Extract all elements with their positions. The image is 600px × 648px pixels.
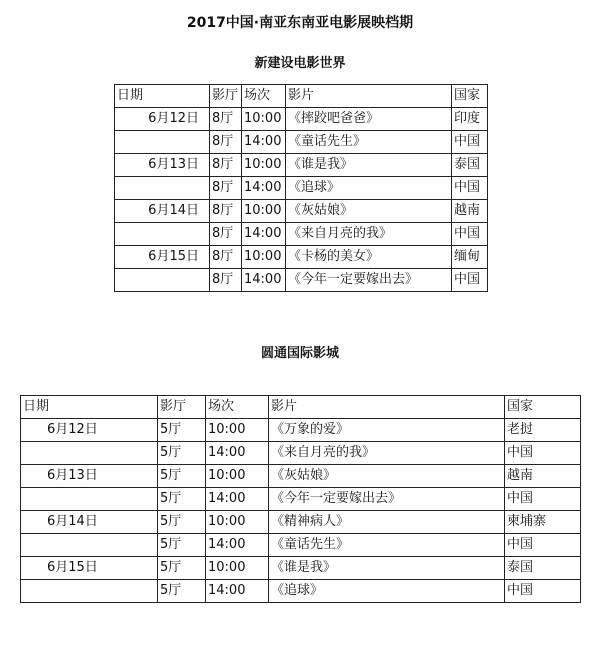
cell-date <box>115 177 210 200</box>
cell-country: 中国 <box>505 488 581 511</box>
cell-film: 《谁是我》 <box>269 557 505 580</box>
cell-hall: 8厅 <box>210 200 242 223</box>
cell-film: 《来自月亮的我》 <box>269 442 505 465</box>
cell-hall: 5厅 <box>158 534 206 557</box>
cell-film: 《万象的爱》 <box>269 419 505 442</box>
cell-hall: 8厅 <box>210 108 242 131</box>
cell-film: 《童话先生》 <box>286 131 452 154</box>
table-header-row <box>115 85 488 108</box>
cell-hall: 5厅 <box>158 419 206 442</box>
header-film: 影片 <box>286 85 452 108</box>
cell-hall: 8厅 <box>210 154 242 177</box>
cell-country: 中国 <box>452 177 488 200</box>
table-header-row <box>21 396 581 419</box>
cell-hall: 5厅 <box>158 511 206 534</box>
cell-country: 缅甸 <box>452 246 488 269</box>
cell-time: 10:00 <box>242 200 286 223</box>
cell-film: 《追球》 <box>286 177 452 200</box>
header-date: 日期 <box>115 85 210 108</box>
cell-date <box>21 534 158 557</box>
cell-film: 《摔跤吧爸爸》 <box>286 108 452 131</box>
cell-time: 10:00 <box>206 419 269 442</box>
header-hall: 影厅 <box>158 396 206 419</box>
table-row <box>115 177 488 200</box>
cell-country: 中国 <box>505 534 581 557</box>
cell-time: 14:00 <box>206 442 269 465</box>
cell-time: 14:00 <box>242 177 286 200</box>
table-row <box>21 488 581 511</box>
cell-country: 越南 <box>505 465 581 488</box>
cell-country: 中国 <box>505 580 581 603</box>
cell-date: 6月15日 <box>115 246 210 269</box>
cell-hall: 5厅 <box>158 580 206 603</box>
table-row <box>21 419 581 442</box>
cell-film: 《谁是我》 <box>286 154 452 177</box>
table-row <box>21 534 581 557</box>
cell-time: 14:00 <box>242 223 286 246</box>
table-row <box>21 511 581 534</box>
cell-hall: 5厅 <box>158 465 206 488</box>
cell-date <box>115 223 210 246</box>
table-row <box>115 108 488 131</box>
cell-country: 老挝 <box>505 419 581 442</box>
cell-date: 6月13日 <box>21 465 158 488</box>
table-row <box>115 200 488 223</box>
cell-hall: 8厅 <box>210 246 242 269</box>
cell-time: 10:00 <box>206 511 269 534</box>
header-time: 场次 <box>206 396 269 419</box>
table-row <box>21 580 581 603</box>
cell-country: 中国 <box>452 131 488 154</box>
cell-time: 10:00 <box>242 246 286 269</box>
cell-time: 10:00 <box>242 108 286 131</box>
header-country: 国家 <box>452 85 488 108</box>
cell-hall: 8厅 <box>210 223 242 246</box>
header-time: 场次 <box>242 85 286 108</box>
cell-hall: 5厅 <box>158 557 206 580</box>
cell-country: 中国 <box>452 223 488 246</box>
cell-film: 《童话先生》 <box>269 534 505 557</box>
cell-time: 10:00 <box>206 557 269 580</box>
cell-date <box>115 131 210 154</box>
table-row <box>115 154 488 177</box>
header-film: 影片 <box>269 396 505 419</box>
cell-date: 6月12日 <box>21 419 158 442</box>
page-title: 2017中国·南亚东南亚电影展映档期 <box>186 15 414 31</box>
cell-date: 6月12日 <box>115 108 210 131</box>
cell-date <box>21 442 158 465</box>
cell-country: 泰国 <box>505 557 581 580</box>
table-row <box>115 223 488 246</box>
cell-country: 印度 <box>452 108 488 131</box>
cell-date: 6月13日 <box>115 154 210 177</box>
cell-date: 6月14日 <box>21 511 158 534</box>
cell-film: 《来自月亮的我》 <box>286 223 452 246</box>
venue-title-2: 圆通国际影城 <box>260 346 339 361</box>
cell-film: 《灰姑娘》 <box>269 465 505 488</box>
cell-date: 6月14日 <box>115 200 210 223</box>
cell-date <box>21 488 158 511</box>
header-country: 国家 <box>505 396 581 419</box>
venue-1-schedule-table <box>114 84 488 292</box>
cell-country: 中国 <box>452 269 488 292</box>
cell-film: 《灰姑娘》 <box>286 200 452 223</box>
cell-time: 10:00 <box>206 465 269 488</box>
cell-country: 越南 <box>452 200 488 223</box>
cell-time: 14:00 <box>206 580 269 603</box>
cell-hall: 5厅 <box>158 488 206 511</box>
cell-country: 泰国 <box>452 154 488 177</box>
table-row <box>115 131 488 154</box>
cell-film: 《精神病人》 <box>269 511 505 534</box>
table-row <box>21 557 581 580</box>
table-row <box>21 465 581 488</box>
table-row <box>115 269 488 292</box>
cell-time: 14:00 <box>242 131 286 154</box>
cell-film: 《追球》 <box>269 580 505 603</box>
cell-country: 中国 <box>505 442 581 465</box>
cell-hall: 8厅 <box>210 177 242 200</box>
cell-film: 《今年一定要嫁出去》 <box>286 269 452 292</box>
cell-hall: 5厅 <box>158 442 206 465</box>
cell-time: 14:00 <box>242 269 286 292</box>
cell-country: 柬埔寨 <box>505 511 581 534</box>
header-hall: 影厅 <box>210 85 242 108</box>
cell-time: 14:00 <box>206 488 269 511</box>
cell-date: 6月15日 <box>21 557 158 580</box>
cell-hall: 8厅 <box>210 131 242 154</box>
cell-date <box>115 269 210 292</box>
cell-time: 14:00 <box>206 534 269 557</box>
header-date: 日期 <box>21 396 158 419</box>
cell-date <box>21 580 158 603</box>
cell-hall: 8厅 <box>210 269 242 292</box>
cell-film: 《卡杨的美女》 <box>286 246 452 269</box>
venue-title-1: 新建设电影世界 <box>254 56 346 71</box>
cell-film: 《今年一定要嫁出去》 <box>269 488 505 511</box>
cell-time: 10:00 <box>242 154 286 177</box>
venue-2-schedule-table <box>20 395 581 603</box>
table-row <box>115 246 488 269</box>
table-row <box>21 442 581 465</box>
